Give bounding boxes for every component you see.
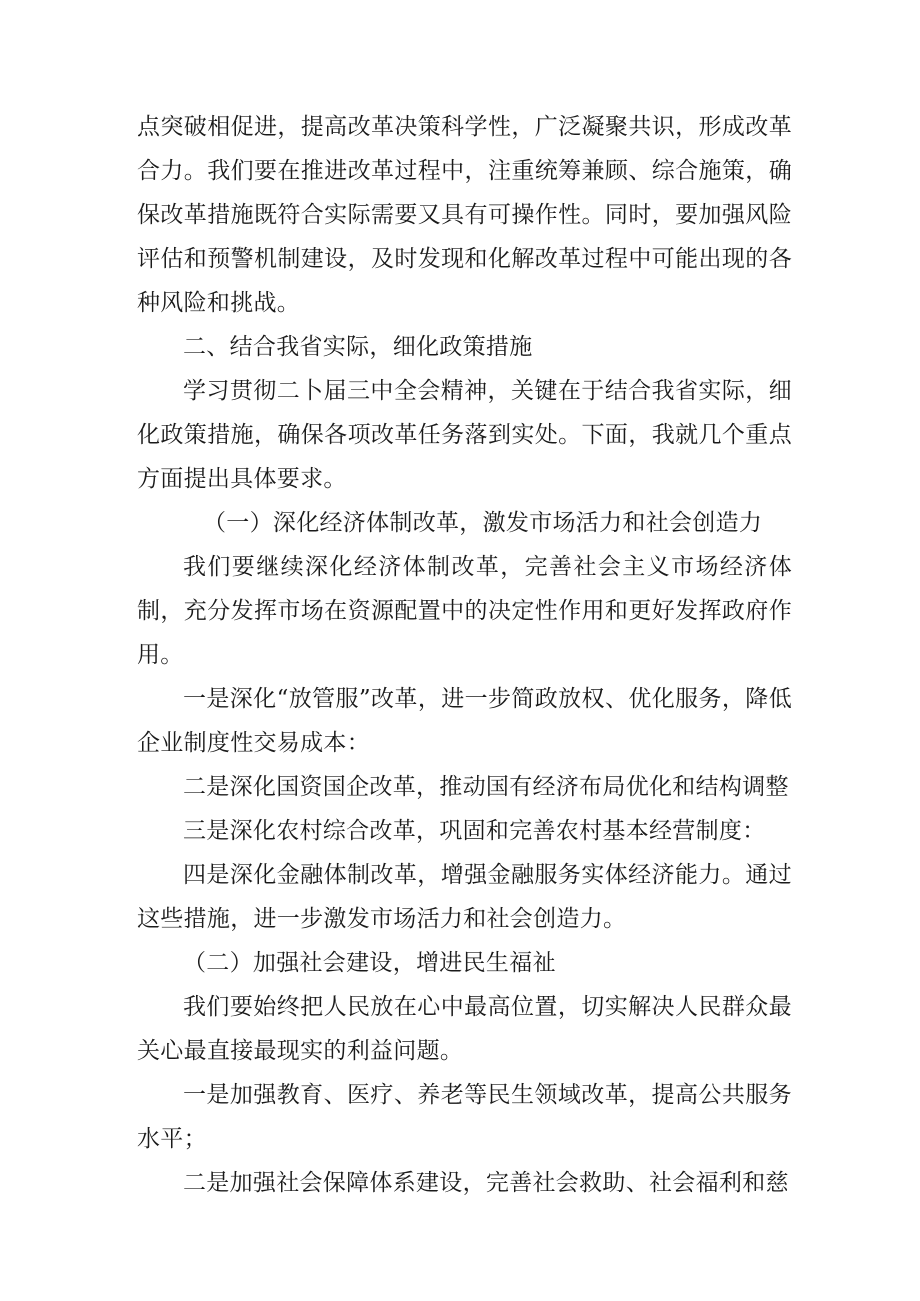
document-body	[137, 105, 792, 1205]
paragraph-reform-continuation: 点突破相促进，提高改革决策科学性，广泛凝聚共识，形成改革合力。我们要在推进改革过程中，注重统筹兼顾、综合施策，确保改革措施既符合实际需要又具有可操作性。同时，要加强风险评估和预警机制建设，及时发现和化解改革过程中可能出现的各种风险和挑战。	[137, 114, 792, 316]
subheading-economic-reform: （一）深化经济体制改革，激发市场活力和社会创造力	[203, 510, 763, 536]
paragraph-social-construction: 我们要始终把人民放在心中最高位置，切实解决人民群众最关心最直接最现实的利益问题。	[137, 994, 792, 1064]
subheading-social-construction: （二）加强社会建设，增进民生福祉	[183, 950, 556, 976]
list-item-one: 一是深化“放管服”改革，进一步简政放权、优化服务，降低企业制度性交易成本：	[137, 686, 792, 756]
list-item-four: 四是深化金融体制改革，增强金融服务实体经济能力。通过这些措施，进一步激发市场活力和社会创造力。	[137, 862, 792, 932]
social-list-item-one: 一是加强教育、医疗、养老等民生领域改革，提高公共服务水平；	[137, 1082, 792, 1152]
paragraph-economic-reform: 我们要继续深化经济体制改革，完善社会主义市场经济体制，充分发挥市场在资源配置中的决定性作用和更好发挥政府作用。	[137, 554, 792, 668]
list-item-three: 三是深化农村综合改革，巩固和完善农村基本经营制度：	[183, 818, 766, 844]
list-item-two: 二是深化国资国企改革，推动国有经济布局优化和结构调整	[183, 774, 789, 800]
paragraph-intro: 学习贯彻二卜届三中全会精神，关键在于结合我省实际，细化政策措施，确保各项改革任务落到实处。下面，我就几个重点方面提出具体要求。	[137, 378, 792, 492]
section-heading-two: 二、结合我省实际，细化政策措施	[183, 334, 533, 360]
social-list-item-two: 二是加强社会保障体系建设，完善社会救助、社会福利和慈	[183, 1170, 789, 1196]
